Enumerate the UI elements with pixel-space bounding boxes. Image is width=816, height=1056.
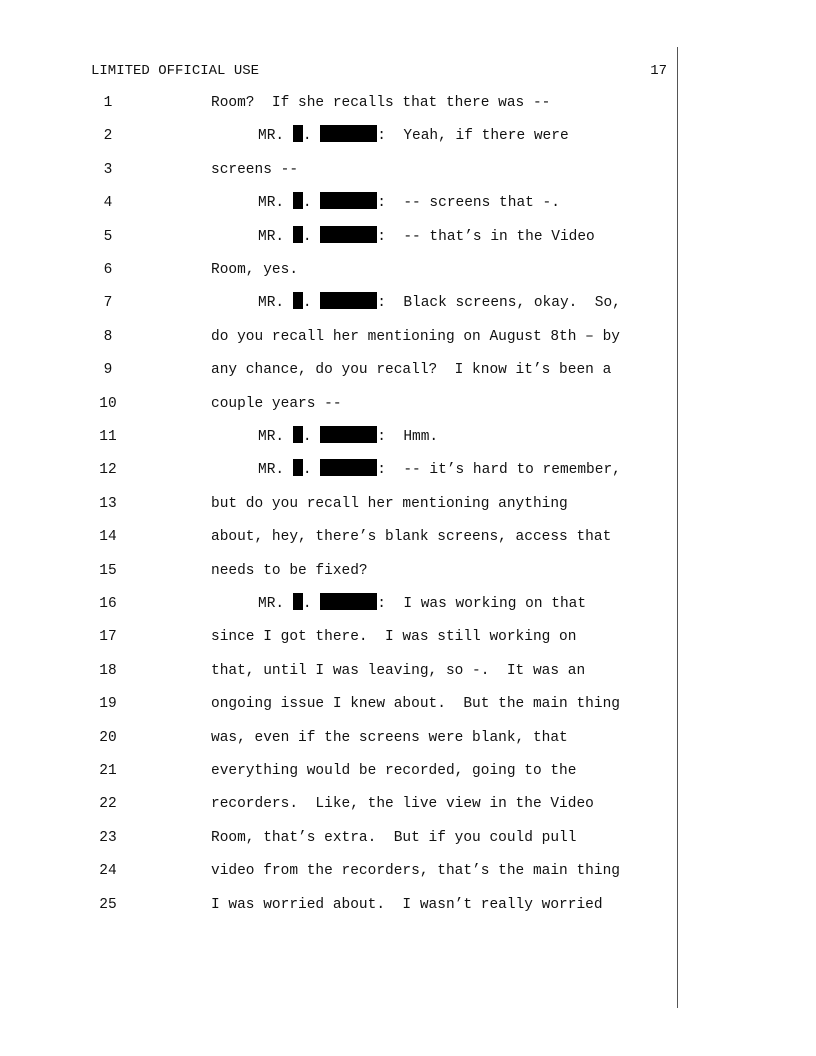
transcript-line: [0, 593, 816, 615]
transcript-line: [0, 459, 816, 481]
line-number: 4: [103, 195, 113, 212]
line-text: that, until I was leaving, so -. It was an: [211, 662, 586, 679]
transcript-line: [0, 560, 816, 582]
line-text: video from the recorders, that’s the main thing: [211, 863, 620, 880]
line-number: 23: [99, 829, 117, 846]
redaction-initial: [293, 125, 303, 142]
classification-marking: LIMITED OFFICIAL USE: [91, 63, 260, 79]
line-text: everything would be recorded, going to the: [211, 763, 577, 779]
page-header: [91, 61, 667, 81]
redaction-surname: [320, 292, 377, 309]
line-number: 6: [103, 262, 113, 278]
page-number: 17: [650, 63, 667, 79]
line-text: was, even if the screens were blank, that: [211, 729, 568, 746]
redaction-surname: [320, 459, 377, 476]
line-text: do you recall her mentioning on August 8th – by: [211, 328, 620, 345]
transcript-line: [0, 526, 816, 548]
line-number: 1: [103, 95, 113, 111]
transcript-line: [0, 760, 816, 782]
speech-text: -- screens that -.: [385, 195, 560, 212]
transcript-line: [0, 192, 816, 214]
transcript-line: [0, 493, 816, 515]
speaker-line-text: MR. . : -- it’s hard to remember,: [258, 459, 621, 481]
transcript-line: [0, 259, 816, 281]
line-number: 17: [99, 629, 117, 646]
speaker-prefix: MR.: [258, 128, 285, 145]
transcript-line: [0, 292, 816, 314]
transcript-line: [0, 426, 816, 448]
transcript-line: [0, 226, 816, 248]
redaction-initial: [293, 459, 303, 476]
line-number: 13: [99, 495, 117, 512]
line-text: Room, yes.: [211, 262, 299, 278]
transcript-line: [0, 727, 816, 749]
line-text: ongoing issue I knew about. But the main thing: [211, 696, 620, 713]
speech-text: Black screens, okay. So,: [385, 295, 621, 312]
line-number: 24: [99, 863, 117, 880]
line-number: 11: [99, 429, 117, 445]
line-number: 9: [103, 362, 113, 379]
speaker-line-text: MR. . : Black screens, okay. So,: [258, 292, 621, 314]
line-text: but do you recall her mentioning anything: [211, 495, 568, 512]
redaction-surname: [320, 593, 377, 610]
transcript-line: [0, 393, 816, 415]
line-number: 3: [103, 161, 113, 178]
line-number: 25: [99, 896, 117, 913]
transcript-line: [0, 793, 816, 815]
line-number: 15: [99, 562, 117, 579]
speaker-prefix: MR.: [258, 295, 285, 312]
redaction-initial: [293, 426, 303, 443]
speech-text: -- that’s in the Video: [385, 228, 595, 245]
transcript-line: [0, 159, 816, 181]
line-text: since I got there. I was still working on: [211, 629, 577, 646]
speaker-line-text: MR. . : -- screens that -.: [258, 192, 560, 214]
transcript-line: [0, 359, 816, 381]
redaction-surname: [320, 426, 377, 443]
speaker-prefix: MR.: [258, 228, 285, 245]
line-number: 12: [99, 462, 117, 479]
transcript-line: [0, 693, 816, 715]
redaction-surname: [320, 226, 377, 243]
redaction-surname: [320, 192, 377, 209]
line-text: any chance, do you recall? I know it’s been a: [211, 362, 612, 379]
redaction-initial: [293, 192, 303, 209]
transcript-line: [0, 827, 816, 849]
line-number: 19: [99, 696, 117, 713]
redaction-initial: [293, 226, 303, 243]
line-text: Room? If she recalls that there was --: [211, 95, 551, 111]
redaction-initial: [293, 593, 303, 610]
line-text: recorders. Like, the live view in the Video: [211, 796, 594, 813]
line-number: 5: [103, 228, 113, 245]
line-text: about, hey, there’s blank screens, access that: [211, 529, 612, 546]
redaction-surname: [320, 125, 377, 142]
speaker-line-text: MR. . : Yeah, if there were: [258, 125, 569, 147]
line-text: couple years --: [211, 395, 342, 412]
transcript-line: [0, 894, 816, 916]
speaker-prefix: MR.: [258, 462, 285, 479]
line-number: 2: [103, 128, 113, 145]
speaker-prefix: MR.: [258, 429, 285, 445]
speech-text: I was working on that: [385, 596, 587, 612]
transcript-line: [0, 660, 816, 682]
speaker-prefix: MR.: [258, 195, 285, 212]
transcript-line: [0, 326, 816, 348]
speech-text: -- it’s hard to remember,: [385, 462, 621, 479]
line-text: screens --: [211, 161, 299, 178]
line-number: 14: [99, 529, 117, 546]
transcript-line: [0, 92, 816, 114]
speaker-prefix: MR.: [258, 596, 285, 612]
line-text: Room, that’s extra. But if you could pull: [211, 829, 577, 846]
line-text: I was worried about. I wasn’t really worried: [211, 896, 603, 913]
speech-text: Hmm.: [385, 429, 439, 445]
redaction-initial: [293, 292, 303, 309]
line-number: 20: [99, 729, 117, 746]
line-number: 8: [103, 328, 113, 345]
speaker-line-text: MR. . : Hmm.: [258, 426, 438, 448]
line-text: needs to be fixed?: [211, 562, 368, 579]
speaker-line-text: MR. . : -- that’s in the Video: [258, 226, 595, 248]
transcript-line: [0, 860, 816, 882]
line-number: 16: [99, 596, 117, 612]
transcript-line: [0, 125, 816, 147]
line-number: 21: [99, 763, 117, 779]
line-number: 18: [99, 662, 117, 679]
line-number: 10: [99, 395, 117, 412]
line-number: 22: [99, 796, 117, 813]
speech-text: Yeah, if there were: [385, 128, 569, 145]
transcript-line: [0, 626, 816, 648]
line-number: 7: [103, 295, 113, 312]
speaker-line-text: MR. . : I was working on that: [258, 593, 586, 615]
